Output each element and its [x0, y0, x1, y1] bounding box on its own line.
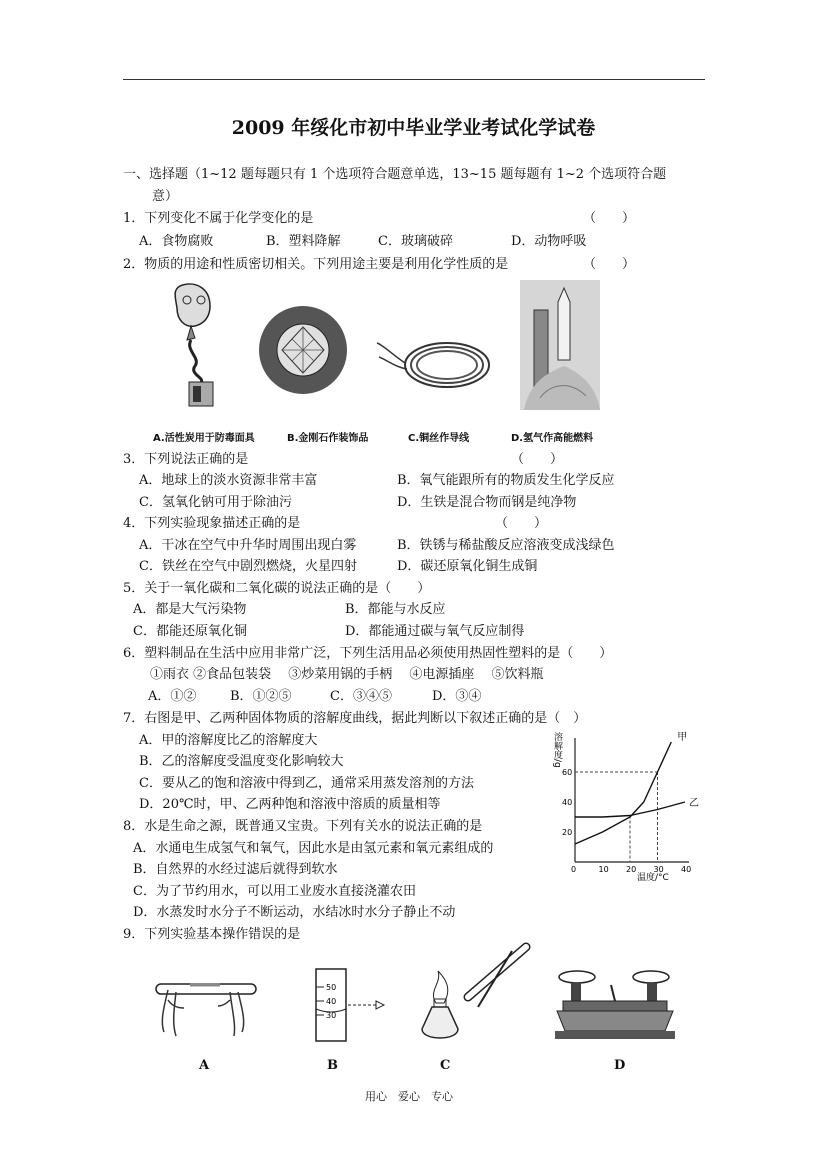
- q4-option-a: A．干冰在空气中升华时周围出现白雾: [139, 538, 357, 553]
- x-tick-label: 10: [598, 865, 609, 874]
- q8-option-a: A．水通电生成氢气和氧气，因此水是由氢元素和氧元素组成的: [133, 841, 494, 856]
- copper-wire-image: [375, 325, 495, 395]
- x-tick-label: 0: [571, 865, 577, 874]
- q1-stem: 1．下列变化不属于化学变化的是: [123, 211, 314, 226]
- q8-option-d: D．水蒸发时水分子不断运动，水结冰时水分子静止不动: [133, 905, 456, 920]
- q1-answer-bracket: （ ）: [583, 211, 636, 226]
- y-axis-label: 溶解度/g: [552, 732, 562, 768]
- balance-scale-image: [555, 965, 675, 1050]
- section-heading: 一、选择题（1~12 题每题只有 1 个选项符合题意单选，13~15 题每题有 1~2 个选项符合题: [123, 167, 667, 182]
- q3-option-a: A．地球上的淡水资源非常丰富: [139, 473, 318, 488]
- q8-option-b: B．自然界的水经过滤后就得到软水: [133, 862, 338, 877]
- series-line-2: [575, 802, 685, 817]
- cylinder-mark-50: 50: [326, 983, 337, 992]
- q7-option-b: B．乙的溶解度受温度变化影响较大: [139, 754, 344, 769]
- q6-option-b: B．①②⑤: [230, 689, 292, 704]
- q5-option-d: D．都能通过碳与氧气反应制得: [345, 624, 525, 639]
- q2-caption-c: C.铜丝作导线: [408, 433, 470, 444]
- q5-stem: 5．关于一氧化碳和二氧化碳的说法正确的是（ ）: [123, 581, 431, 596]
- q7-option-a: A．甲的溶解度比乙的溶解度大: [139, 733, 318, 748]
- chart-ticks: [562, 768, 691, 874]
- q5-option-c: C．都能还原氧化铜: [133, 624, 247, 639]
- q6-option-d: D．③④: [432, 689, 482, 704]
- graduated-cylinder-image: [302, 965, 392, 1045]
- x-tick-label: 20: [626, 865, 637, 874]
- q8-stem: 8．水是生命之源，既普通又宝贵。下列有关水的说法正确的是: [123, 819, 483, 834]
- q4-stem: 4．下列实验现象描述正确的是: [123, 516, 301, 531]
- q9-stem: 9．下列实验基本操作错误的是: [123, 927, 301, 942]
- q3-answer-bracket: （ ）: [511, 452, 564, 467]
- q2-stem: 2．物质的用途和性质密切相关。下列用途主要是利用化学性质的是: [123, 257, 509, 272]
- q9-label-c: C: [440, 1058, 451, 1073]
- q1-option-c: C．玻璃破碎: [378, 234, 453, 249]
- q5-option-b: B．都能与水反应: [345, 602, 446, 617]
- page-footer: 用心 爱心 专心: [365, 1090, 453, 1103]
- cylinder-mark-40: 40: [326, 997, 337, 1006]
- x-tick-label: 30: [653, 865, 664, 874]
- q9-label-d: D: [614, 1058, 626, 1073]
- q6-option-a: A．①②: [148, 689, 197, 704]
- rocket-launch-image: [520, 280, 600, 410]
- q1-option-d: D．动物呼吸: [511, 234, 587, 249]
- page-title: 2009 年绥化市初中毕业学业考试化学试卷: [231, 117, 596, 139]
- q9-label-b: B: [327, 1058, 338, 1073]
- q9-label-a: A: [199, 1058, 210, 1073]
- solubility-chart: [545, 730, 699, 885]
- x-axis-label: 温度/°C: [637, 873, 669, 883]
- q5-option-a: A．都是大气污染物: [133, 602, 247, 617]
- header-rule: [123, 79, 705, 80]
- test-tube-shaking-image: [150, 970, 265, 1050]
- q7-option-d: D．20℃时，甲、乙两种饱和溶液中溶质的质量相等: [139, 797, 441, 812]
- q3-option-c: C．氢氧化钠可用于除油污: [139, 495, 292, 510]
- y-tick-label: 60: [562, 768, 573, 777]
- cylinder-mark-30: 30: [326, 1011, 337, 1020]
- alcohol-lamp-test-tube-image: [408, 945, 533, 1050]
- section-heading-cont: 意）: [152, 189, 179, 204]
- gas-mask-image: [155, 278, 225, 413]
- q3-stem: 3．下列说法正确的是: [123, 452, 249, 467]
- q6-stem: 6．塑料制品在生活中应用非常广泛，下列生活用品必须使用热固性塑料的是（ ）: [123, 646, 613, 661]
- q8-option-c: C．为了节约用水，可以用工业废水直接浇灌农田: [133, 884, 416, 899]
- q7-option-c: C．要从乙的饱和溶液中得到乙，通常采用蒸发溶剂的方法: [139, 776, 474, 791]
- x-tick-label: 40: [681, 865, 692, 874]
- q2-caption-d: D.氢气作高能燃料: [511, 433, 594, 444]
- series-line-1: [575, 742, 671, 844]
- q2-caption-b: B.金刚石作装饰品: [287, 433, 369, 444]
- diamond-ornament-image: [258, 305, 348, 395]
- q2-caption-a: A.活性炭用于防毒面具: [153, 433, 255, 444]
- q4-answer-bracket: （ ）: [495, 516, 548, 531]
- q4-option-d: D．碳还原氧化铜生成铜: [397, 559, 538, 574]
- q7-stem: 7．右图是甲、乙两种固体物质的溶解度曲线，据此判断以下叙述正确的是（ ）: [123, 711, 587, 726]
- y-tick-label: 20: [562, 828, 573, 837]
- q4-option-c: C．铁丝在空气中剧烈燃烧，火星四射: [139, 559, 357, 574]
- y-tick-label: 40: [562, 798, 573, 807]
- q1-option-b: B．塑料降解: [266, 234, 341, 249]
- q3-option-b: B．氧气能跟所有的物质发生化学反应: [397, 473, 615, 488]
- q6-items: ①雨衣 ②食品包装袋 ③炒菜用锅的手柄 ④电源插座 ⑤饮料瓶: [150, 667, 544, 682]
- series-label-2: 乙: [689, 798, 699, 809]
- q6-option-c: C．③④⑤: [330, 689, 392, 704]
- q1-option-a: A．食物腐败: [139, 234, 214, 249]
- q4-option-b: B．铁锈与稀盐酸反应溶液变成浅绿色: [397, 538, 615, 553]
- q2-answer-bracket: （ ）: [583, 257, 636, 272]
- chart-axes: [575, 738, 689, 862]
- q3-option-d: D．生铁是混合物而钢是纯净物: [397, 495, 577, 510]
- chart-series: [575, 731, 699, 844]
- series-label-1: 甲: [677, 732, 688, 743]
